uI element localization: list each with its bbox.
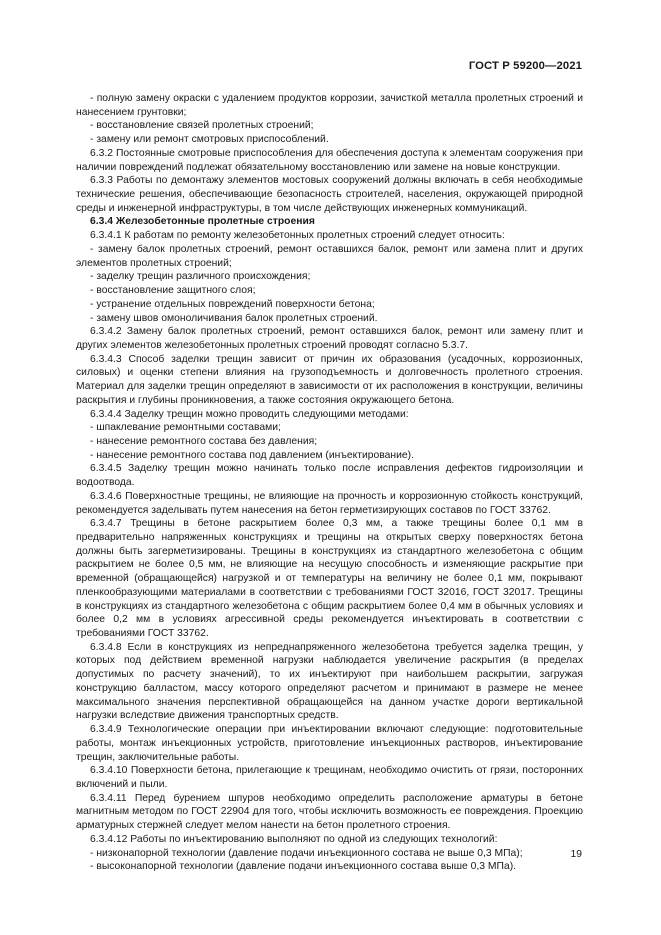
document-id: ГОСТ Р 59200—2021 — [468, 60, 582, 72]
paragraph: 6.3.4.7 Трещины в бетоне раскрытием более 0,3 мм, а также трещины более 0,1 мм в предварительно напряженных конструкциях и трещины на открытых сверху поверхностях бетона должны быть загерметизированы. Трещины в конструкциях из стандартного железобетона с общим раскрытием не более 0,5 мм, не влияющие на несущую способность и изменяющие раскрытие при временной (обращающейся) нагрузкой и от температуры на величину не более 0,1 мм, покрывают пленкообразующими материалами в соответствии с требованиями ГОСТ 32016, ГОСТ 32017. Трещины в конструкциях из стандартного железобетона с общим раскрытием более 0,4 мм в обычных условиях и более 0,2 мм в условиях агрессивной среды рекомендуется инъектировать в соответствии с требованиями ГОСТ 33762. — [76, 518, 583, 640]
paragraph: - шпаклевание ремонтными составами; — [90, 422, 281, 434]
paragraph: - нанесение ремонтного состава без давления; — [90, 435, 318, 447]
paragraph: 6.3.4.2 Замену балок пролетных строений, ремонт оставшихся балок, ремонт или замену плит и других элементов железобетонных пролетных строений проводят согласно 5.3.7. — [76, 326, 583, 351]
paragraph: 6.3.4.1 К работам по ремонту железобетонных пролетных строений следует относить: — [90, 230, 505, 242]
paragraph: 6.3.4.5 Заделку трещин можно начинать только после исправления дефектов гидроизоляции и водоотвода. — [76, 463, 583, 489]
paragraph: 6.3.4.3 Способ заделки трещин зависит от причин их образования (усадочных, коррозионных, силовых) и оценки степени влияния на грузоподъемность и долговечность пролетного строения. Материал для заделки трещин определяют в зависимости от их расположения в конструкции, величины раскрытия и глубины проникновения, а также состояния окружающего бетона. — [76, 353, 583, 406]
section-heading: 6.3.4 Железобетонные пролетные строения — [90, 216, 315, 228]
paragraph: - восстановление защитного слоя; — [90, 285, 256, 297]
paragraph: - устранение отдельных повреждений поверхности бетона; — [90, 298, 375, 310]
paragraph: 6.3.2 Постоянные смотровые приспособления для обеспечения доступа к элементам сооружения при наличии повреждений подлежат обязательному восстановлению или замене на новые конструкции. — [76, 147, 583, 173]
paragraph: - заделку трещин различного происхождения; — [90, 271, 311, 283]
paragraph: - замену швов омоноличивания балок пролетных строений. — [90, 312, 378, 324]
paragraph: - замену или ремонт смотровых приспособлений. — [90, 134, 329, 146]
paragraph: - замену балок пролетных строений, ремонт оставшихся балок, ремонт или замена плит и других элементов пролетных строений; — [76, 243, 583, 269]
paragraph: 6.3.4.8 Если в конструкциях из непреднапряженного железобетона требуется заделка трещин, у которых под действием временной нагрузки наблюдается увеличение раскрытия (в пределах допустимых по расчету значений), то их инъектируют при наибольшем раскрытии, загружая конструкцию балластом, массу которого определяют расчетом и принимают в размере не менее максимального значения перспективной обращающейся на данном участке дороги вертикальной нагрузки вследствие движения транспортных средств. — [76, 641, 583, 722]
paragraph: 6.3.4.6 Поверхностные трещины, не влияющие на прочность и коррозионную стойкость конструкций, рекомендуется заделывать путем нанесения на бетон герметизирующих составов по ГОСТ 33762. — [76, 490, 583, 516]
paragraph: 6.3.3 Работы по демонтажу элементов мостовых сооружений должны включать в себя необходимые технические решения, обеспечивающие безопасность строителей, населения, окружающей природной среды и инженерной инфраструктуры, в том числе действующих инженерных коммуникаций. — [76, 175, 583, 214]
paragraph: - нанесение ремонтного состава под давлением (инъектирование). — [90, 449, 414, 461]
paragraph: 6.3.4.9 Технологические операции при инъектировании включают следующие: подготовительные работы, монтаж инъекционных устройств, приготовление инъекционных растворов, инъектирование трещин, заключительные работы. — [76, 724, 583, 763]
paragraph: - высоконапорной технологии (давление подачи инъекционного состава выше 0,3 МПа). — [90, 861, 517, 873]
paragraph: - полную замену окраски с удалением продуктов коррозии, зачисткой металла пролетных строений и нанесением грунтовки; — [76, 93, 583, 118]
page-number: 19 — [570, 849, 582, 860]
paragraph: 6.3.4.12 Работы по инъектированию выполняют по одной из следующих технологий: — [90, 833, 498, 845]
document-body — [76, 92, 583, 874]
paragraph: 6.3.4.4 Заделку трещин можно проводить следующими методами: — [90, 408, 409, 420]
paragraph: - низконапорной технологии (давление подачи инъекционного состава не выше 0,3 МПа); — [90, 847, 523, 859]
paragraph: 6.3.4.11 Перед бурением шпуров необходимо определить расположение арматуры в бетоне магнитным методом по ГОСТ 22904 для того, чтобы исключить возможность ее повреждения. Проекцию арматурных стержней следует мелом нанести на бетон пролетного строения. — [76, 792, 583, 832]
paragraph: 6.3.4.10 Поверхности бетона, прилегающие к трещинам, необходимо очистить от грязи, посторонних включений и пыли. — [76, 765, 583, 790]
paragraph: - восстановление связей пролетных строений; — [90, 120, 314, 132]
